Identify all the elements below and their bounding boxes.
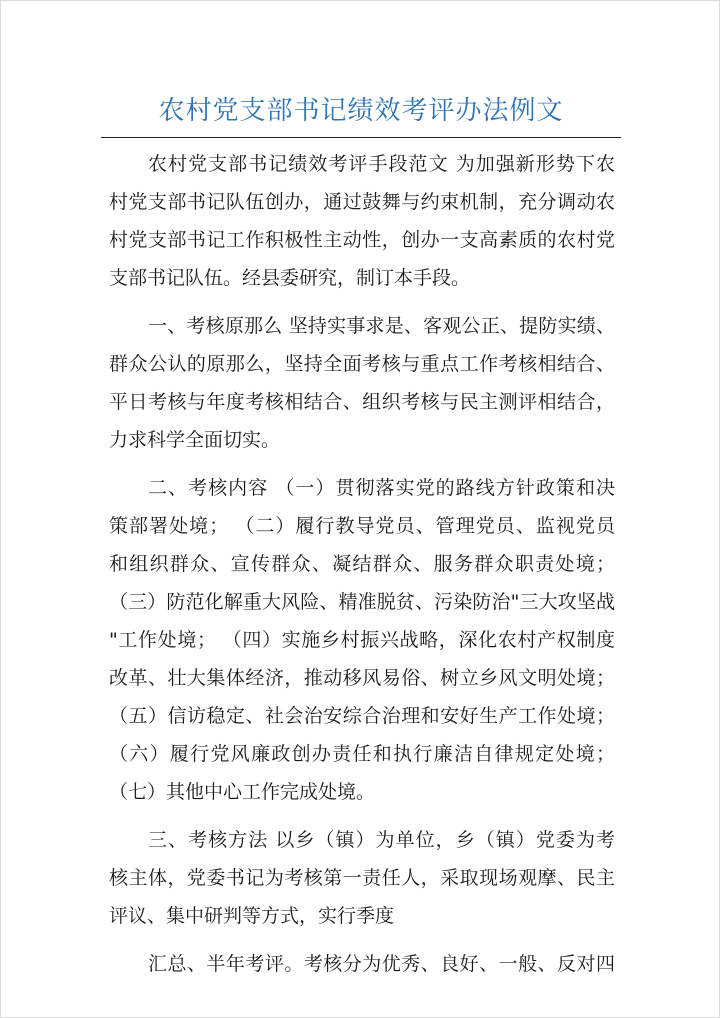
text-line: 二、考核内容 （一）贯彻落实党的路线方针政策和决 bbox=[148, 477, 615, 499]
text-line: 评议、集中研判等方式，实行季度 bbox=[109, 905, 395, 927]
text-line: 改革、壮大集体经济，推动移风易俗、树立乡风文明处境； bbox=[109, 667, 615, 689]
document-body bbox=[109, 145, 615, 983]
text-line: （五）信访稳定、社会治安综合治理和安好生产工作处境； bbox=[109, 705, 615, 727]
paragraph-intro bbox=[109, 145, 615, 297]
text-line: 一、考核原那么 坚持实事求是、客观公正、提防实绩、 bbox=[148, 315, 615, 337]
text-line: 村党支部书记工作积极性主动性，创办一支高素质的农村党 bbox=[109, 229, 615, 251]
text-line: 力求科学全面切实。 bbox=[109, 429, 281, 451]
text-line: 核主体，党委书记为考核第一责任人，采取现场观摩、民主 bbox=[109, 867, 615, 889]
text-line: 和组织群众、宣传群众、凝结群众、服务群众职责处境； bbox=[109, 553, 615, 575]
paragraph-evaluation bbox=[109, 945, 615, 983]
text-line: "工作处境； （四）实施乡村振兴战略，深化农村产权制度 bbox=[109, 629, 615, 651]
document-title: 农村党支部书记绩效考评办法例文 bbox=[158, 96, 564, 126]
text-line: （六）履行党风廉政创办责任和执行廉洁自律规定处境； bbox=[109, 743, 615, 765]
text-line: 平日考核与年度考核相结合、组织考核与民主测评相结合， bbox=[109, 391, 615, 413]
text-line: 支部书记队伍。经县委研究，制订本手段。 bbox=[109, 267, 471, 289]
text-line: 村党支部书记队伍创办，通过鼓舞与约束机制，充分调动农 bbox=[109, 191, 615, 213]
text-line: 三、考核方法 以乡（镇）为单位，乡（镇）党委为考 bbox=[148, 829, 615, 851]
text-line: 汇总、半年考评。考核分为优秀、良好、一般、反对四 bbox=[148, 953, 615, 975]
text-line: 农村党支部书记绩效考评手段范文 为加强新形势下农 bbox=[148, 153, 615, 175]
paragraph-content bbox=[109, 469, 615, 811]
text-line: （三）防范化解重大风险、精准脱贫、污染防治"三大攻坚战 bbox=[109, 591, 615, 613]
paragraph-principles bbox=[109, 307, 615, 459]
text-line: （七）其他中心工作完成处境。 bbox=[109, 781, 376, 803]
paragraph-method bbox=[109, 821, 615, 935]
text-line: 策部署处境； （二）履行教导党员、管理党员、监视党员 bbox=[109, 515, 615, 537]
text-line: 群众公认的原那么，坚持全面考核与重点工作考核相结合、 bbox=[109, 353, 615, 375]
title-underline bbox=[101, 137, 621, 138]
